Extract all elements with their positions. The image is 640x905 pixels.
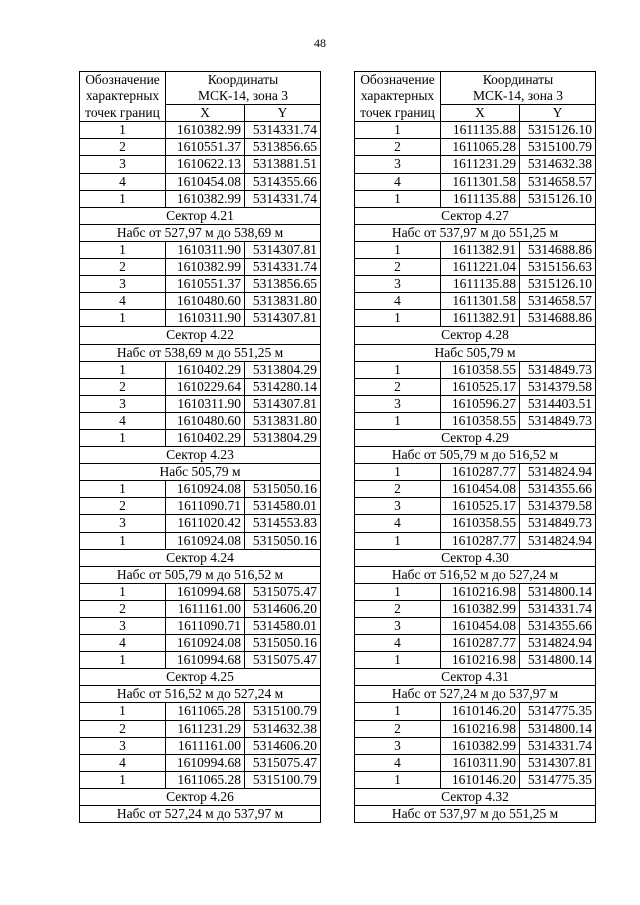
sector-title: Сектор 4.23: [80, 447, 321, 464]
height-range-label: Набс от 538,69 м до 551,25 м: [80, 344, 321, 361]
y-coordinate-cell: 5315126.10: [520, 122, 596, 139]
designation-header-line2: характерных: [80, 88, 166, 105]
y-coordinate-cell: 5315050.16: [245, 635, 321, 652]
y-coordinate-cell: 5315075.47: [245, 583, 321, 600]
point-number-cell: 4: [355, 754, 441, 771]
point-number-cell: 2: [80, 498, 166, 515]
point-number-cell: 4: [80, 412, 166, 429]
y-coordinate-cell: 5315156.63: [520, 259, 596, 276]
point-number-cell: 2: [355, 259, 441, 276]
table-row: [355, 737, 596, 754]
x-coordinate-cell: 1610551.37: [166, 139, 245, 156]
table-row: [80, 635, 321, 652]
y-coordinate-cell: 5314849.73: [520, 412, 596, 429]
sector-row: [80, 327, 321, 344]
sector-row: [80, 207, 321, 224]
point-number-cell: 3: [80, 156, 166, 173]
page-number: 48: [314, 36, 326, 50]
y-coordinate-cell: 5313856.65: [245, 276, 321, 293]
point-number-cell: 1: [355, 190, 441, 207]
designation-header-line3: точек границ: [80, 105, 166, 122]
range-row: [355, 344, 596, 361]
point-number-cell: 2: [80, 600, 166, 617]
table-row: [80, 720, 321, 737]
x-coordinate-cell: 1611065.28: [441, 139, 520, 156]
table-row: [80, 395, 321, 412]
coordinates-header-line2: МСК-14, зона 3: [166, 88, 321, 105]
y-column-header: Y: [520, 105, 596, 122]
table-row: [355, 361, 596, 378]
point-number-cell: 3: [355, 156, 441, 173]
table-row: [355, 652, 596, 669]
y-coordinate-cell: 5314355.66: [520, 618, 596, 635]
point-number-cell: 1: [80, 361, 166, 378]
table-row: [80, 378, 321, 395]
table-row: [355, 293, 596, 310]
x-coordinate-cell: 1610358.55: [441, 412, 520, 429]
y-coordinate-cell: 5314307.81: [245, 241, 321, 258]
y-coordinate-cell: 5314824.94: [520, 635, 596, 652]
designation-header-line1: Обозначение: [355, 72, 441, 89]
height-range-label: Набс от 516,52 м до 527,24 м: [80, 686, 321, 703]
point-number-cell: 4: [80, 754, 166, 771]
range-row: [80, 806, 321, 823]
point-number-cell: 1: [355, 412, 441, 429]
y-coordinate-cell: 5314606.20: [245, 600, 321, 617]
table-row: [80, 771, 321, 788]
table-row: [80, 532, 321, 549]
sector-row: [355, 788, 596, 805]
point-number-cell: 2: [355, 139, 441, 156]
y-coordinate-cell: 5314331.74: [520, 600, 596, 617]
height-range-label: Набс от 505,79 м до 516,52 м: [80, 566, 321, 583]
y-coordinate-cell: 5314355.66: [520, 481, 596, 498]
x-coordinate-cell: 1610311.90: [166, 241, 245, 258]
table-row: [80, 737, 321, 754]
x-coordinate-cell: 1610382.99: [166, 190, 245, 207]
x-column-header: X: [166, 105, 245, 122]
point-number-cell: 1: [355, 703, 441, 720]
coordinates-header-line1: Координаты: [166, 72, 321, 89]
range-row: [355, 806, 596, 823]
y-coordinate-cell: 5314775.35: [520, 703, 596, 720]
x-coordinate-cell: 1610146.20: [441, 703, 520, 720]
point-number-cell: 4: [80, 293, 166, 310]
point-number-cell: 2: [80, 259, 166, 276]
y-coordinate-cell: 5315075.47: [245, 754, 321, 771]
x-coordinate-cell: 1610216.98: [441, 720, 520, 737]
table-row: [355, 720, 596, 737]
x-coordinate-cell: 1611135.88: [441, 276, 520, 293]
x-coordinate-cell: 1610358.55: [441, 361, 520, 378]
y-coordinate-cell: 5313856.65: [245, 139, 321, 156]
x-coordinate-cell: 1610454.08: [166, 173, 245, 190]
sector-title: Сектор 4.29: [355, 429, 596, 446]
sector-row: [80, 549, 321, 566]
point-number-cell: 4: [355, 635, 441, 652]
table-row: [80, 429, 321, 446]
y-coordinate-cell: 5314331.74: [245, 259, 321, 276]
range-row: [80, 566, 321, 583]
sector-title: Сектор 4.31: [355, 669, 596, 686]
table-row: [80, 361, 321, 378]
y-coordinate-cell: 5315075.47: [245, 652, 321, 669]
x-coordinate-cell: 1611020.42: [166, 515, 245, 532]
sector-title: Сектор 4.27: [355, 207, 596, 224]
y-coordinate-cell: 5314632.38: [520, 156, 596, 173]
table-row: [80, 139, 321, 156]
point-number-cell: 1: [80, 481, 166, 498]
table-row: [80, 310, 321, 327]
y-coordinate-cell: 5314379.58: [520, 498, 596, 515]
table-row: [355, 310, 596, 327]
y-coordinate-cell: 5315126.10: [520, 276, 596, 293]
point-number-cell: 1: [355, 310, 441, 327]
point-number-cell: 2: [355, 378, 441, 395]
x-coordinate-cell: 1610596.27: [441, 395, 520, 412]
table-row: [355, 600, 596, 617]
sector-title: Сектор 4.30: [355, 549, 596, 566]
y-coordinate-cell: 5314580.01: [245, 498, 321, 515]
table-row: [80, 276, 321, 293]
y-coordinate-cell: 5314658.57: [520, 173, 596, 190]
x-coordinate-cell: 1611221.04: [441, 259, 520, 276]
table-row: [355, 464, 596, 481]
x-coordinate-cell: 1610382.99: [441, 737, 520, 754]
x-coordinate-cell: 1610146.20: [441, 771, 520, 788]
y-coordinate-cell: 5314307.81: [245, 310, 321, 327]
height-range-label: Набс от 527,97 м до 538,69 м: [80, 224, 321, 241]
table-row: [355, 515, 596, 532]
y-coordinate-cell: 5314403.51: [520, 395, 596, 412]
y-coordinate-cell: 5314800.14: [520, 652, 596, 669]
y-coordinate-cell: 5314824.94: [520, 464, 596, 481]
point-number-cell: 1: [80, 532, 166, 549]
x-coordinate-cell: 1611065.28: [166, 771, 245, 788]
y-coordinate-cell: 5315050.16: [245, 481, 321, 498]
table-row: [80, 498, 321, 515]
x-coordinate-cell: 1611301.58: [441, 173, 520, 190]
x-coordinate-cell: 1611065.28: [166, 703, 245, 720]
point-number-cell: 3: [80, 737, 166, 754]
x-coordinate-cell: 1610229.64: [166, 378, 245, 395]
table-row: [80, 259, 321, 276]
x-coordinate-cell: 1610382.99: [166, 259, 245, 276]
table-row: [80, 754, 321, 771]
table-row: [355, 583, 596, 600]
y-coordinate-cell: 5314580.01: [245, 618, 321, 635]
table-row: [355, 635, 596, 652]
point-number-cell: 4: [355, 293, 441, 310]
range-row: [355, 224, 596, 241]
point-number-cell: 3: [355, 618, 441, 635]
y-coordinate-cell: 5314688.86: [520, 241, 596, 258]
table-row: [80, 652, 321, 669]
table-row: [80, 515, 321, 532]
x-coordinate-cell: 1611135.88: [441, 122, 520, 139]
x-coordinate-cell: 1610551.37: [166, 276, 245, 293]
table-row: [80, 583, 321, 600]
height-range-label: Набс от 516,52 м до 527,24 м: [355, 566, 596, 583]
point-number-cell: 1: [355, 361, 441, 378]
range-row: [80, 224, 321, 241]
sector-title: Сектор 4.21: [80, 207, 321, 224]
sector-title: Сектор 4.24: [80, 549, 321, 566]
range-row: [355, 566, 596, 583]
sector-row: [355, 207, 596, 224]
point-number-cell: 1: [80, 241, 166, 258]
sector-row: [355, 327, 596, 344]
x-coordinate-cell: 1610382.99: [441, 600, 520, 617]
table-row: [80, 190, 321, 207]
point-number-cell: 1: [355, 122, 441, 139]
table-row: [355, 241, 596, 258]
y-coordinate-cell: 5314307.81: [520, 754, 596, 771]
point-number-cell: 1: [80, 429, 166, 446]
table-row: [355, 190, 596, 207]
y-coordinate-cell: 5314688.86: [520, 310, 596, 327]
sector-title: Сектор 4.22: [80, 327, 321, 344]
point-number-cell: 3: [80, 515, 166, 532]
y-coordinate-cell: 5315100.79: [245, 703, 321, 720]
table-row: [80, 412, 321, 429]
sector-title: Сектор 4.25: [80, 669, 321, 686]
table-row: [355, 703, 596, 720]
x-coordinate-cell: 1610358.55: [441, 515, 520, 532]
height-range-label: Набс 505,79 м: [355, 344, 596, 361]
table-row: [355, 532, 596, 549]
x-coordinate-cell: 1611231.29: [441, 156, 520, 173]
x-coordinate-cell: 1610924.08: [166, 481, 245, 498]
x-coordinate-cell: 1610480.60: [166, 412, 245, 429]
table-row: [80, 122, 321, 139]
y-coordinate-cell: 5314824.94: [520, 532, 596, 549]
y-coordinate-cell: 5314606.20: [245, 737, 321, 754]
range-row: [80, 464, 321, 481]
point-number-cell: 3: [355, 395, 441, 412]
point-number-cell: 1: [80, 310, 166, 327]
point-number-cell: 4: [80, 173, 166, 190]
table-row: [355, 395, 596, 412]
point-number-cell: 2: [80, 139, 166, 156]
point-number-cell: 3: [80, 276, 166, 293]
point-number-cell: 1: [355, 532, 441, 549]
sector-row: [355, 549, 596, 566]
coordinates-table-right: [354, 71, 596, 823]
point-number-cell: 2: [355, 600, 441, 617]
y-coordinate-cell: 5314800.14: [520, 583, 596, 600]
designation-header-line1: Обозначение: [80, 72, 166, 89]
x-coordinate-cell: 1610402.29: [166, 361, 245, 378]
y-coordinate-cell: 5313881.51: [245, 156, 321, 173]
x-coordinate-cell: 1610924.08: [166, 635, 245, 652]
x-coordinate-cell: 1610287.77: [441, 635, 520, 652]
point-number-cell: 3: [355, 498, 441, 515]
point-number-cell: 2: [80, 720, 166, 737]
y-coordinate-cell: 5314849.73: [520, 515, 596, 532]
y-column-header: Y: [245, 105, 321, 122]
table-row: [80, 241, 321, 258]
point-number-cell: 1: [355, 652, 441, 669]
x-coordinate-cell: 1611161.00: [166, 737, 245, 754]
x-coordinate-cell: 1610454.08: [441, 481, 520, 498]
y-coordinate-cell: 5313804.29: [245, 361, 321, 378]
sector-title: Сектор 4.26: [80, 788, 321, 805]
table-row: [355, 412, 596, 429]
y-coordinate-cell: 5314632.38: [245, 720, 321, 737]
x-coordinate-cell: 1611090.71: [166, 618, 245, 635]
table-row: [355, 498, 596, 515]
y-coordinate-cell: 5315100.79: [245, 771, 321, 788]
point-number-cell: 1: [80, 190, 166, 207]
point-number-cell: 2: [80, 378, 166, 395]
table-row: [80, 293, 321, 310]
table-row: [355, 173, 596, 190]
y-coordinate-cell: 5313804.29: [245, 429, 321, 446]
height-range-label: Набс от 537,97 м до 551,25 м: [355, 806, 596, 823]
y-coordinate-cell: 5314553.83: [245, 515, 321, 532]
table-row: [80, 173, 321, 190]
table-row: [80, 618, 321, 635]
y-coordinate-cell: 5314280.14: [245, 378, 321, 395]
height-range-label: Набс от 527,24 м до 537,97 м: [80, 806, 321, 823]
y-coordinate-cell: 5314331.74: [245, 190, 321, 207]
point-number-cell: 1: [355, 583, 441, 600]
point-number-cell: 2: [355, 720, 441, 737]
table-row: [80, 600, 321, 617]
table-row: [355, 276, 596, 293]
x-coordinate-cell: 1610622.13: [166, 156, 245, 173]
y-coordinate-cell: 5314355.66: [245, 173, 321, 190]
point-number-cell: 1: [80, 583, 166, 600]
sector-row: [80, 788, 321, 805]
x-coordinate-cell: 1611382.91: [441, 241, 520, 258]
y-coordinate-cell: 5314658.57: [520, 293, 596, 310]
x-column-header: X: [441, 105, 520, 122]
table-row: [355, 122, 596, 139]
table-row: [355, 156, 596, 173]
y-coordinate-cell: 5314379.58: [520, 378, 596, 395]
point-number-cell: 1: [80, 652, 166, 669]
sector-row: [355, 669, 596, 686]
point-number-cell: 3: [80, 618, 166, 635]
x-coordinate-cell: 1610287.77: [441, 532, 520, 549]
point-number-cell: 1: [355, 464, 441, 481]
point-number-cell: 2: [355, 481, 441, 498]
point-number-cell: 4: [80, 635, 166, 652]
point-number-cell: 1: [80, 703, 166, 720]
point-number-cell: 1: [355, 241, 441, 258]
designation-header-line2: характерных: [355, 88, 441, 105]
y-coordinate-cell: 5314800.14: [520, 720, 596, 737]
height-range-label: Набс от 527,24 м до 537,97 м: [355, 686, 596, 703]
x-coordinate-cell: 1610994.68: [166, 652, 245, 669]
y-coordinate-cell: 5314849.73: [520, 361, 596, 378]
y-coordinate-cell: 5315126.10: [520, 190, 596, 207]
sector-row: [355, 429, 596, 446]
sector-row: [80, 669, 321, 686]
x-coordinate-cell: 1611161.00: [166, 600, 245, 617]
range-row: [355, 686, 596, 703]
x-coordinate-cell: 1610287.77: [441, 464, 520, 481]
table-row: [355, 259, 596, 276]
x-coordinate-cell: 1611301.58: [441, 293, 520, 310]
point-number-cell: 1: [80, 771, 166, 788]
x-coordinate-cell: 1610480.60: [166, 293, 245, 310]
height-range-label: Набс от 537,97 м до 551,25 м: [355, 224, 596, 241]
table-row: [355, 618, 596, 635]
y-coordinate-cell: 5313831.80: [245, 412, 321, 429]
sector-title: Сектор 4.28: [355, 327, 596, 344]
table-row: [355, 139, 596, 156]
coordinates-table-left: [79, 71, 321, 823]
table-row: [355, 481, 596, 498]
coordinates-header-line1: Координаты: [441, 72, 596, 89]
point-number-cell: 3: [355, 737, 441, 754]
x-coordinate-cell: 1610454.08: [441, 618, 520, 635]
y-coordinate-cell: 5315050.16: [245, 532, 321, 549]
x-coordinate-cell: 1610924.08: [166, 532, 245, 549]
coordinates-header-line2: МСК-14, зона 3: [441, 88, 596, 105]
table-row: [80, 703, 321, 720]
table-row: [355, 771, 596, 788]
x-coordinate-cell: 1610994.68: [166, 754, 245, 771]
height-range-label: Набс от 505,79 м до 516,52 м: [355, 447, 596, 464]
x-coordinate-cell: 1610994.68: [166, 583, 245, 600]
x-coordinate-cell: 1611135.88: [441, 190, 520, 207]
height-range-label: Набс 505,79 м: [80, 464, 321, 481]
y-coordinate-cell: 5314331.74: [245, 122, 321, 139]
table-row: [80, 481, 321, 498]
x-coordinate-cell: 1611382.91: [441, 310, 520, 327]
x-coordinate-cell: 1610311.90: [441, 754, 520, 771]
x-coordinate-cell: 1610402.29: [166, 429, 245, 446]
point-number-cell: 4: [355, 515, 441, 532]
x-coordinate-cell: 1611231.29: [166, 720, 245, 737]
x-coordinate-cell: 1610216.98: [441, 652, 520, 669]
point-number-cell: 1: [80, 122, 166, 139]
range-row: [80, 686, 321, 703]
x-coordinate-cell: 1610382.99: [166, 122, 245, 139]
range-row: [355, 447, 596, 464]
y-coordinate-cell: 5314307.81: [245, 395, 321, 412]
range-row: [80, 344, 321, 361]
table-row: [355, 378, 596, 395]
point-number-cell: 4: [355, 173, 441, 190]
sector-title: Сектор 4.32: [355, 788, 596, 805]
x-coordinate-cell: 1611090.71: [166, 498, 245, 515]
y-coordinate-cell: 5314331.74: [520, 737, 596, 754]
point-number-cell: 1: [355, 771, 441, 788]
x-coordinate-cell: 1610525.17: [441, 378, 520, 395]
sector-row: [80, 447, 321, 464]
point-number-cell: 3: [80, 395, 166, 412]
table-row: [80, 156, 321, 173]
designation-header-line3: точек границ: [355, 105, 441, 122]
point-number-cell: 3: [355, 276, 441, 293]
x-coordinate-cell: 1610216.98: [441, 583, 520, 600]
x-coordinate-cell: 1610525.17: [441, 498, 520, 515]
y-coordinate-cell: 5314775.35: [520, 771, 596, 788]
x-coordinate-cell: 1610311.90: [166, 310, 245, 327]
y-coordinate-cell: 5313831.80: [245, 293, 321, 310]
y-coordinate-cell: 5315100.79: [520, 139, 596, 156]
x-coordinate-cell: 1610311.90: [166, 395, 245, 412]
table-row: [355, 754, 596, 771]
